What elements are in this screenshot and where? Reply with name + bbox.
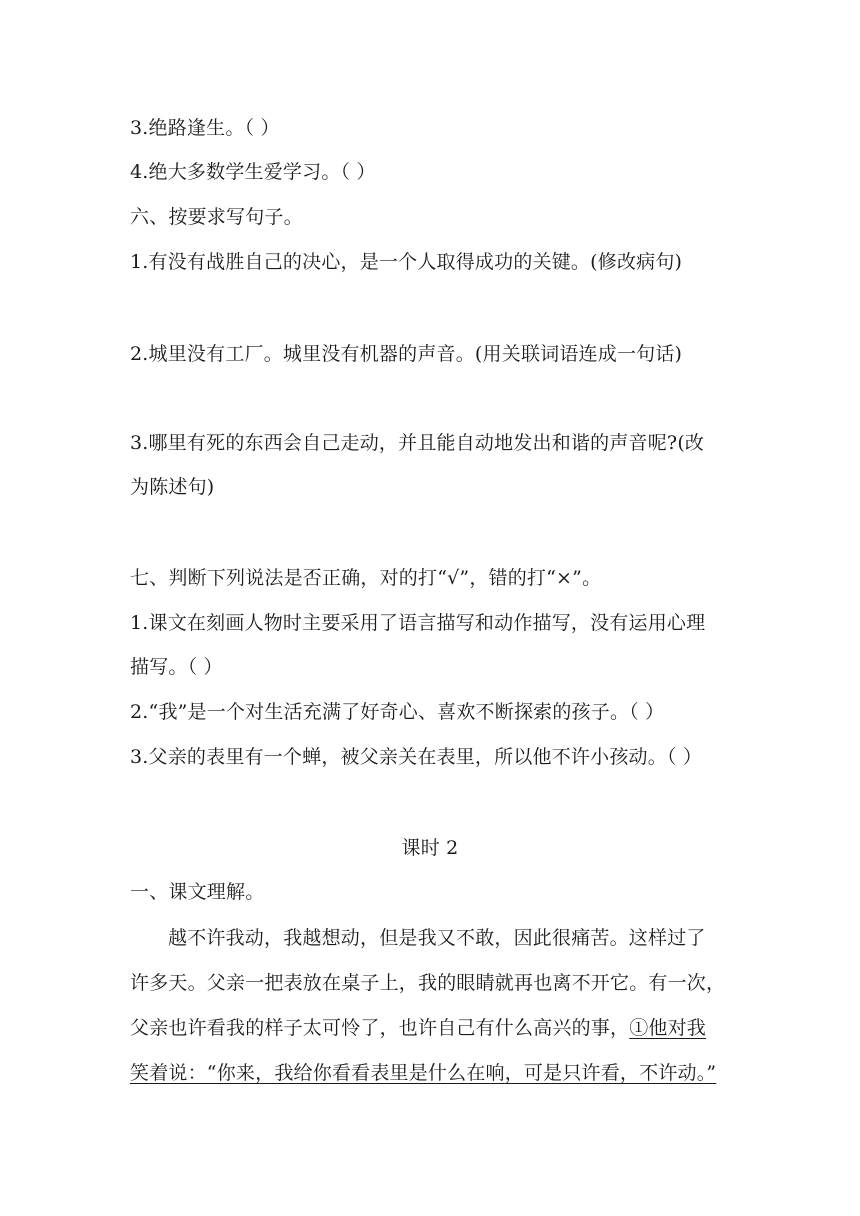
lesson-2-title: 课时 2	[401, 837, 459, 859]
underlined-sentence-1-end: 笑着说：“你来，我给你看看表里是什么在响，可是只许看，不许动。”	[130, 1062, 717, 1084]
section7-heading: 七、判断下列说法是否正确，对的打“√”，错的打“×”。	[130, 567, 602, 589]
passage-line-1: 越不许我动，我越想动，但是我又不敢，因此很痛苦。这样过了	[168, 927, 706, 949]
section7-question-2: 2.“我”是一个对生活充满了好奇心、喜欢不断探索的孩子。（ ）	[130, 701, 665, 723]
lesson-2-heading: 一、课文理解。	[130, 881, 265, 903]
underlined-sentence-1-start: ①他对我	[629, 1017, 707, 1039]
passage-line-4	[130, 1060, 730, 1086]
section5-question-3: 3.绝路逢生。（ ）	[130, 117, 280, 139]
section7-question-3: 3.父亲的表里有一个蝉，被父亲关在表里，所以他不许小孩动。（ ）	[130, 746, 703, 768]
section7-question-1-line-2: 描写。（ ）	[130, 656, 223, 678]
document-page	[130, 0, 730, 1216]
section5-question-4: 4.绝大多数学生爱学习。（ ）	[130, 161, 376, 183]
section7-question-1-line-1: 1.课文在刻画人物时主要采用了语言描写和动作描写，没有运用心理	[130, 612, 706, 634]
passage-line-3	[130, 1015, 730, 1041]
passage-line-3-text: 父亲也许看我的样子太可怜了，也许自己有什么高兴的事，	[130, 1017, 630, 1039]
section6-question-3-line-1: 3.哪里有死的东西会自己走动，并且能自动地发出和谐的声音呢?(改	[130, 432, 705, 454]
section6-heading: 六、按要求写句子。	[130, 206, 303, 228]
section6-question-1: 1.有没有战胜自己的决心，是一个人取得成功的关键。(修改病句)	[130, 251, 683, 273]
section6-question-3-line-2: 为陈述句)	[130, 476, 215, 498]
section6-question-2: 2.城里没有工厂。城里没有机器的声音。(用关联词语连成一句话)	[130, 343, 683, 365]
passage-line-2: 许多天。父亲一把表放在桌子上，我的眼睛就再也离不开它。有一次，	[130, 972, 726, 994]
